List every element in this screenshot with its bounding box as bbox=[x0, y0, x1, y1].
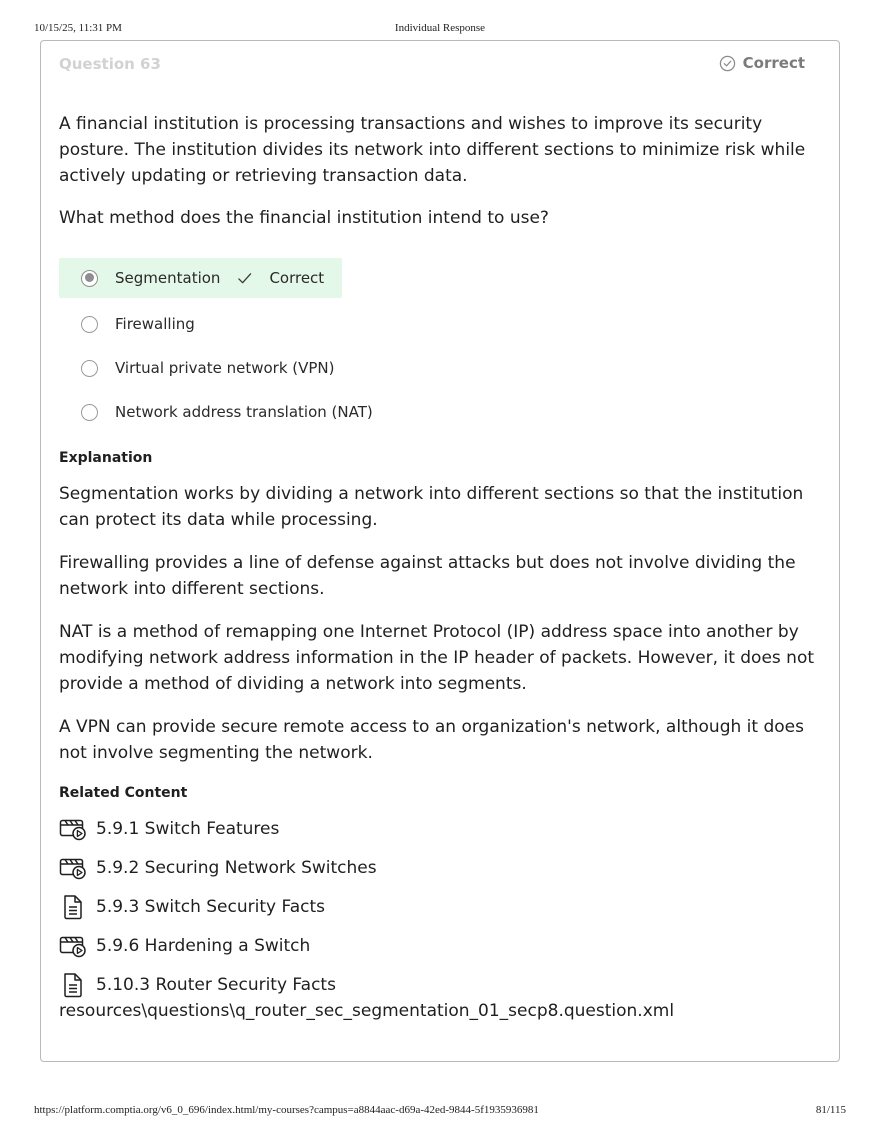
question-stem: A financial institution is processing transactions and wishes to improve its security posture. The institution divides its network into different sections to minimize risk while actively updating or retrieving transaction data. bbox=[59, 114, 806, 186]
related-link[interactable] bbox=[59, 971, 336, 999]
question-status bbox=[719, 54, 805, 72]
answer-verdict: Correct bbox=[269, 269, 325, 287]
check-circle-icon bbox=[719, 55, 736, 72]
related-link[interactable] bbox=[59, 854, 377, 882]
question-prompt: What method does the financial institution intend to use? bbox=[59, 208, 549, 228]
related-link-label: 5.9.6 Hardening a Switch bbox=[96, 936, 311, 956]
explanation-heading: Explanation bbox=[59, 450, 153, 466]
related-link[interactable] bbox=[59, 893, 325, 921]
question-number: Question 63 bbox=[59, 55, 161, 73]
print-page-number: 81/115 bbox=[815, 1104, 846, 1116]
document-icon bbox=[59, 894, 87, 920]
explanation-paragraph: Segmentation works by dividing a network into different sections so that the institution can protect its data while processing. bbox=[59, 484, 804, 530]
related-link-label: 5.9.3 Switch Security Facts bbox=[96, 897, 325, 917]
answer-label: Firewalling bbox=[115, 315, 195, 333]
document-icon bbox=[59, 972, 87, 998]
answer-option[interactable] bbox=[59, 392, 373, 432]
print-header bbox=[34, 22, 846, 36]
video-icon bbox=[59, 855, 87, 881]
radio-button[interactable] bbox=[81, 316, 98, 333]
explanation-paragraph: A VPN can provide secure remote access to an organization's network, although it does not involve segmenting the network. bbox=[59, 717, 804, 763]
answer-label: Network address translation (NAT) bbox=[115, 403, 373, 421]
print-datetime: 10/15/25, 11:31 PM bbox=[34, 22, 122, 34]
answer-option-correct[interactable] bbox=[59, 258, 342, 298]
question-card bbox=[40, 40, 840, 1062]
radio-button[interactable] bbox=[81, 360, 98, 377]
related-link[interactable] bbox=[59, 815, 279, 843]
video-icon bbox=[59, 933, 87, 959]
related-link-label: 5.9.2 Securing Network Switches bbox=[96, 858, 377, 878]
explanation-paragraph: NAT is a method of remapping one Internet Protocol (IP) address space into another by modifying network address information in the IP header of packets. However, it does not provide a method of dividing a network into segments. bbox=[59, 622, 815, 694]
explanation-paragraph: Firewalling provides a line of defense against attacks but does not involve dividing the network into different sections. bbox=[59, 553, 796, 599]
question-status-label: Correct bbox=[742, 54, 805, 72]
radio-button[interactable] bbox=[81, 404, 98, 421]
print-footer bbox=[34, 1104, 846, 1118]
video-icon bbox=[59, 816, 87, 842]
related-link-label: 5.10.3 Router Security Facts bbox=[96, 975, 336, 995]
question-file-path: resources\questions\q_router_sec_segmentation_01_secp8.question.xml bbox=[59, 1001, 675, 1021]
answer-option[interactable] bbox=[59, 304, 195, 344]
checkmark-icon bbox=[237, 271, 252, 286]
answer-option[interactable] bbox=[59, 348, 335, 388]
related-link[interactable] bbox=[59, 932, 310, 960]
answer-label: Virtual private network (VPN) bbox=[115, 359, 335, 377]
answer-label: Segmentation bbox=[115, 269, 221, 287]
print-title: Individual Response bbox=[394, 22, 486, 34]
related-link-label: 5.9.1 Switch Features bbox=[96, 819, 280, 839]
radio-selected[interactable] bbox=[81, 270, 98, 287]
print-url: https://platform.comptia.org/v6_0_696/index.html/my-courses?campus=a8844aac-d69a-42ed-9844-5f1935936981 bbox=[34, 1104, 539, 1116]
related-content-heading: Related Content bbox=[59, 785, 188, 801]
